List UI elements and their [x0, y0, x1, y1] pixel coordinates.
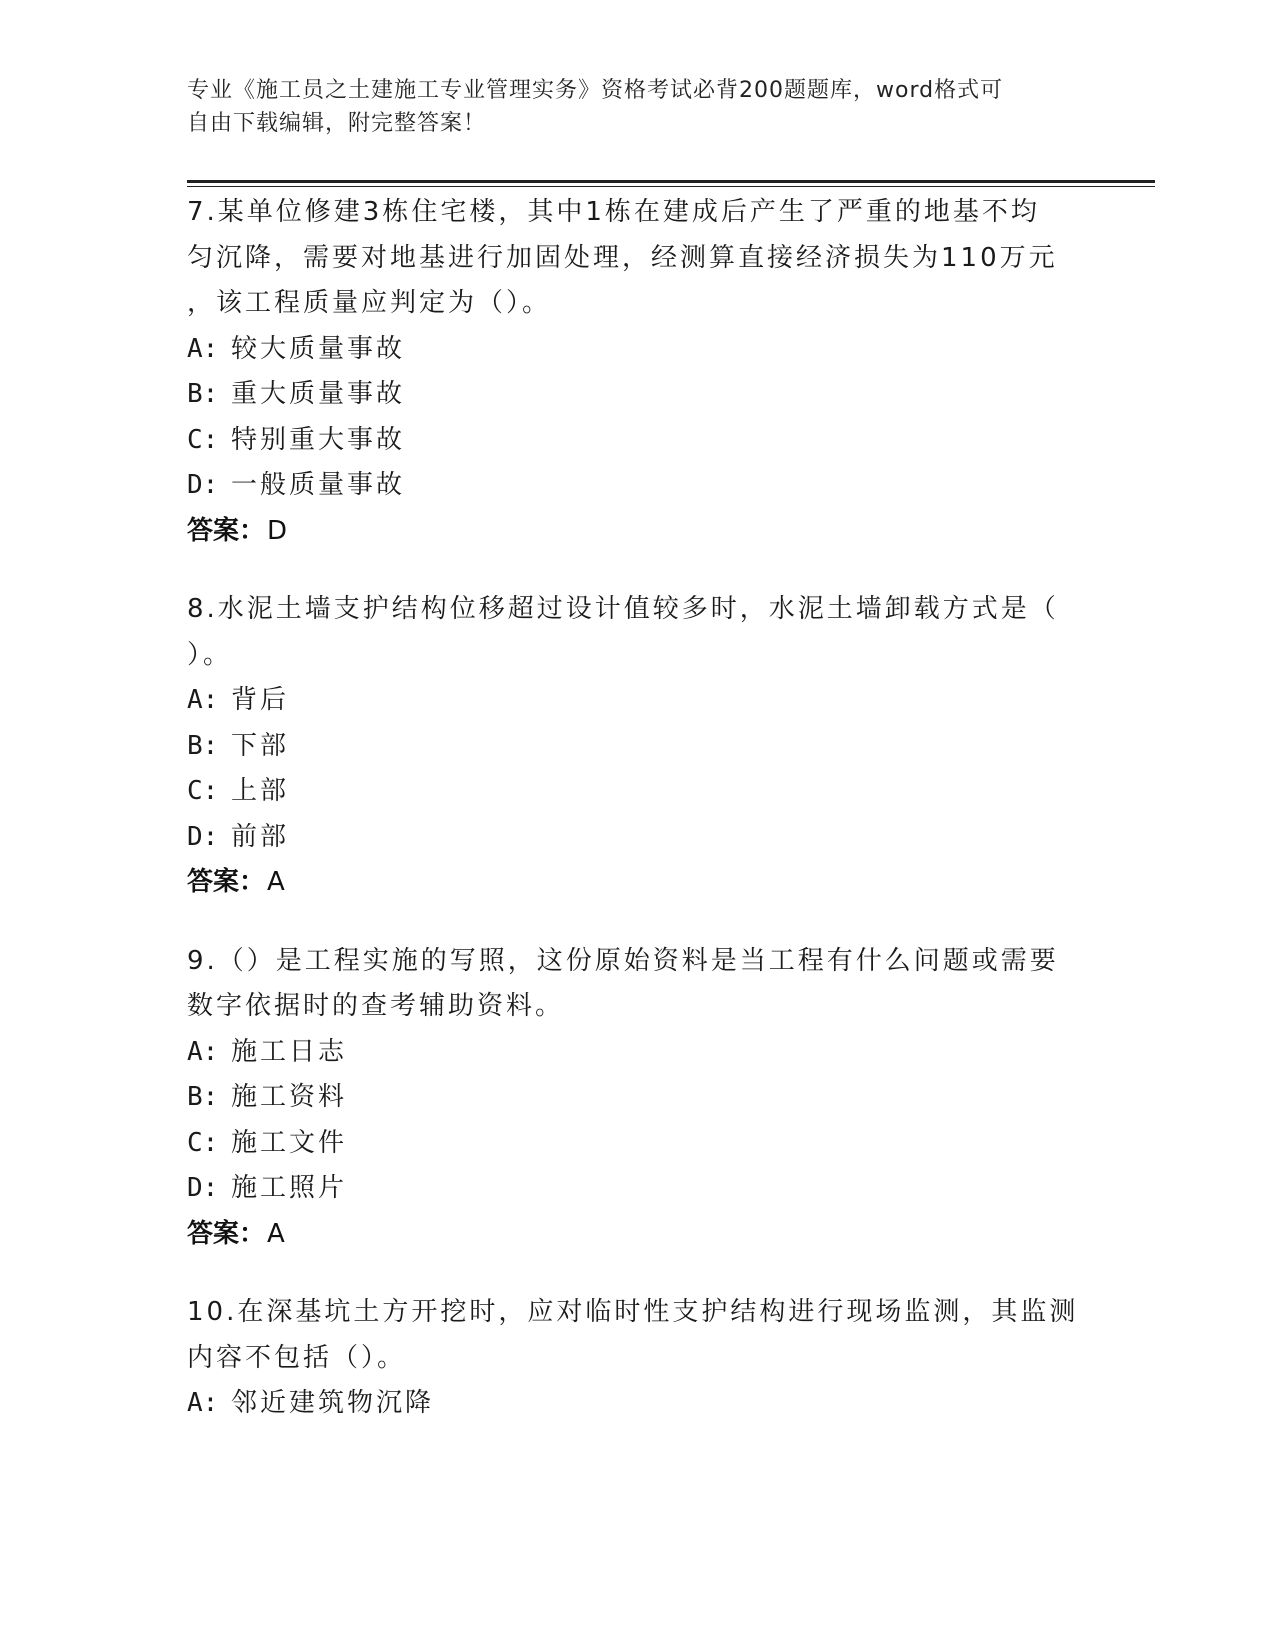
stem-line: 匀沉降，需要对地基进行加固处理，经测算直接经济损失为110万元: [187, 242, 1058, 273]
stem-line: 10.在深基坑土方开挖时，应对临时性支护结构进行现场监测，其监测: [187, 1297, 1079, 1327]
option-text: 重大质量事故: [231, 379, 406, 409]
question-7: [187, 190, 1087, 554]
option-letter: A:: [187, 1388, 219, 1418]
stem-line: ）。: [187, 639, 233, 670]
option-a: [187, 678, 1087, 724]
question-9: [187, 939, 1087, 1258]
stem-line: ，该工程质量应判定为（）。: [187, 288, 552, 318]
option-text: 下部: [231, 730, 290, 761]
option-text: 施工照片: [231, 1173, 348, 1203]
option-letter: B:: [187, 379, 219, 409]
answer-label: 答案：: [187, 867, 266, 897]
answer-value: D: [267, 515, 288, 546]
option-c: [187, 418, 1087, 464]
header-divider-thin: [187, 186, 1155, 187]
option-text: 前部: [231, 821, 290, 852]
answer-line: [187, 1212, 1087, 1258]
option-letter: D:: [187, 470, 219, 500]
question-stem: [187, 939, 1087, 1030]
question-stem: [187, 1290, 1087, 1381]
option-b: [187, 1075, 1087, 1121]
option-text: 较大质量事故: [231, 333, 406, 364]
option-text: 施工日志: [231, 1036, 348, 1067]
question-stem: [187, 587, 1087, 678]
answer-label: 答案：: [187, 1218, 266, 1249]
question-8: [187, 587, 1087, 906]
option-d: [187, 463, 1087, 509]
option-b: [187, 724, 1087, 770]
option-a: [187, 1381, 1087, 1427]
header-line-1: 专业《施工员之土建施工专业管理实务》资格考试必背200题题库，word格式可: [187, 78, 1004, 103]
option-a: [187, 1030, 1087, 1076]
stem-line: 9.（）是工程实施的写照，这份原始资料是当工程有什么问题或需要: [187, 945, 1059, 976]
answer-line: [187, 509, 1087, 555]
option-text: 一般质量事故: [231, 470, 406, 500]
question-10: [187, 1290, 1087, 1427]
answer-value: A: [267, 867, 285, 897]
question-list: [187, 190, 1087, 1460]
stem-line: 8.水泥土墙支护结构位移超过设计值较多时，水泥土墙卸载方式是（: [187, 594, 1059, 624]
option-letter: C:: [187, 424, 219, 455]
option-text: 施工资料: [231, 1082, 348, 1112]
header-line-2: 自由下载编辑，附完整答案！: [187, 111, 487, 136]
option-letter: A:: [187, 1036, 219, 1067]
option-letter: A:: [187, 685, 219, 715]
answer-label: 答案：: [187, 515, 266, 546]
option-text: 特别重大事故: [231, 424, 406, 455]
header-divider-thick: [187, 180, 1155, 183]
question-stem: [187, 190, 1087, 327]
option-letter: D:: [187, 1173, 219, 1203]
option-d: [187, 815, 1087, 861]
option-a: [187, 327, 1087, 373]
option-letter: C:: [187, 776, 219, 806]
option-text: 背后: [231, 685, 290, 715]
option-text: 上部: [231, 776, 290, 806]
option-letter: C:: [187, 1127, 219, 1158]
option-c: [187, 769, 1087, 815]
option-letter: A:: [187, 333, 219, 364]
stem-line: 内容不包括（）。: [187, 1342, 407, 1373]
option-d: [187, 1166, 1087, 1212]
option-c: [187, 1121, 1087, 1167]
option-text: 邻近建筑物沉降: [231, 1388, 435, 1418]
option-letter: D:: [187, 821, 219, 852]
answer-line: [187, 860, 1087, 906]
stem-line: 数字依据时的查考辅助资料。: [187, 991, 565, 1021]
option-text: 施工文件: [231, 1127, 348, 1158]
option-b: [187, 372, 1087, 418]
option-letter: B:: [187, 1082, 219, 1112]
option-letter: B:: [187, 730, 219, 761]
stem-line: 7.某单位修建3栋住宅楼，其中1栋在建成后产生了严重的地基不均: [187, 197, 1040, 227]
document-header: [187, 74, 1067, 140]
answer-value: A: [267, 1218, 285, 1249]
